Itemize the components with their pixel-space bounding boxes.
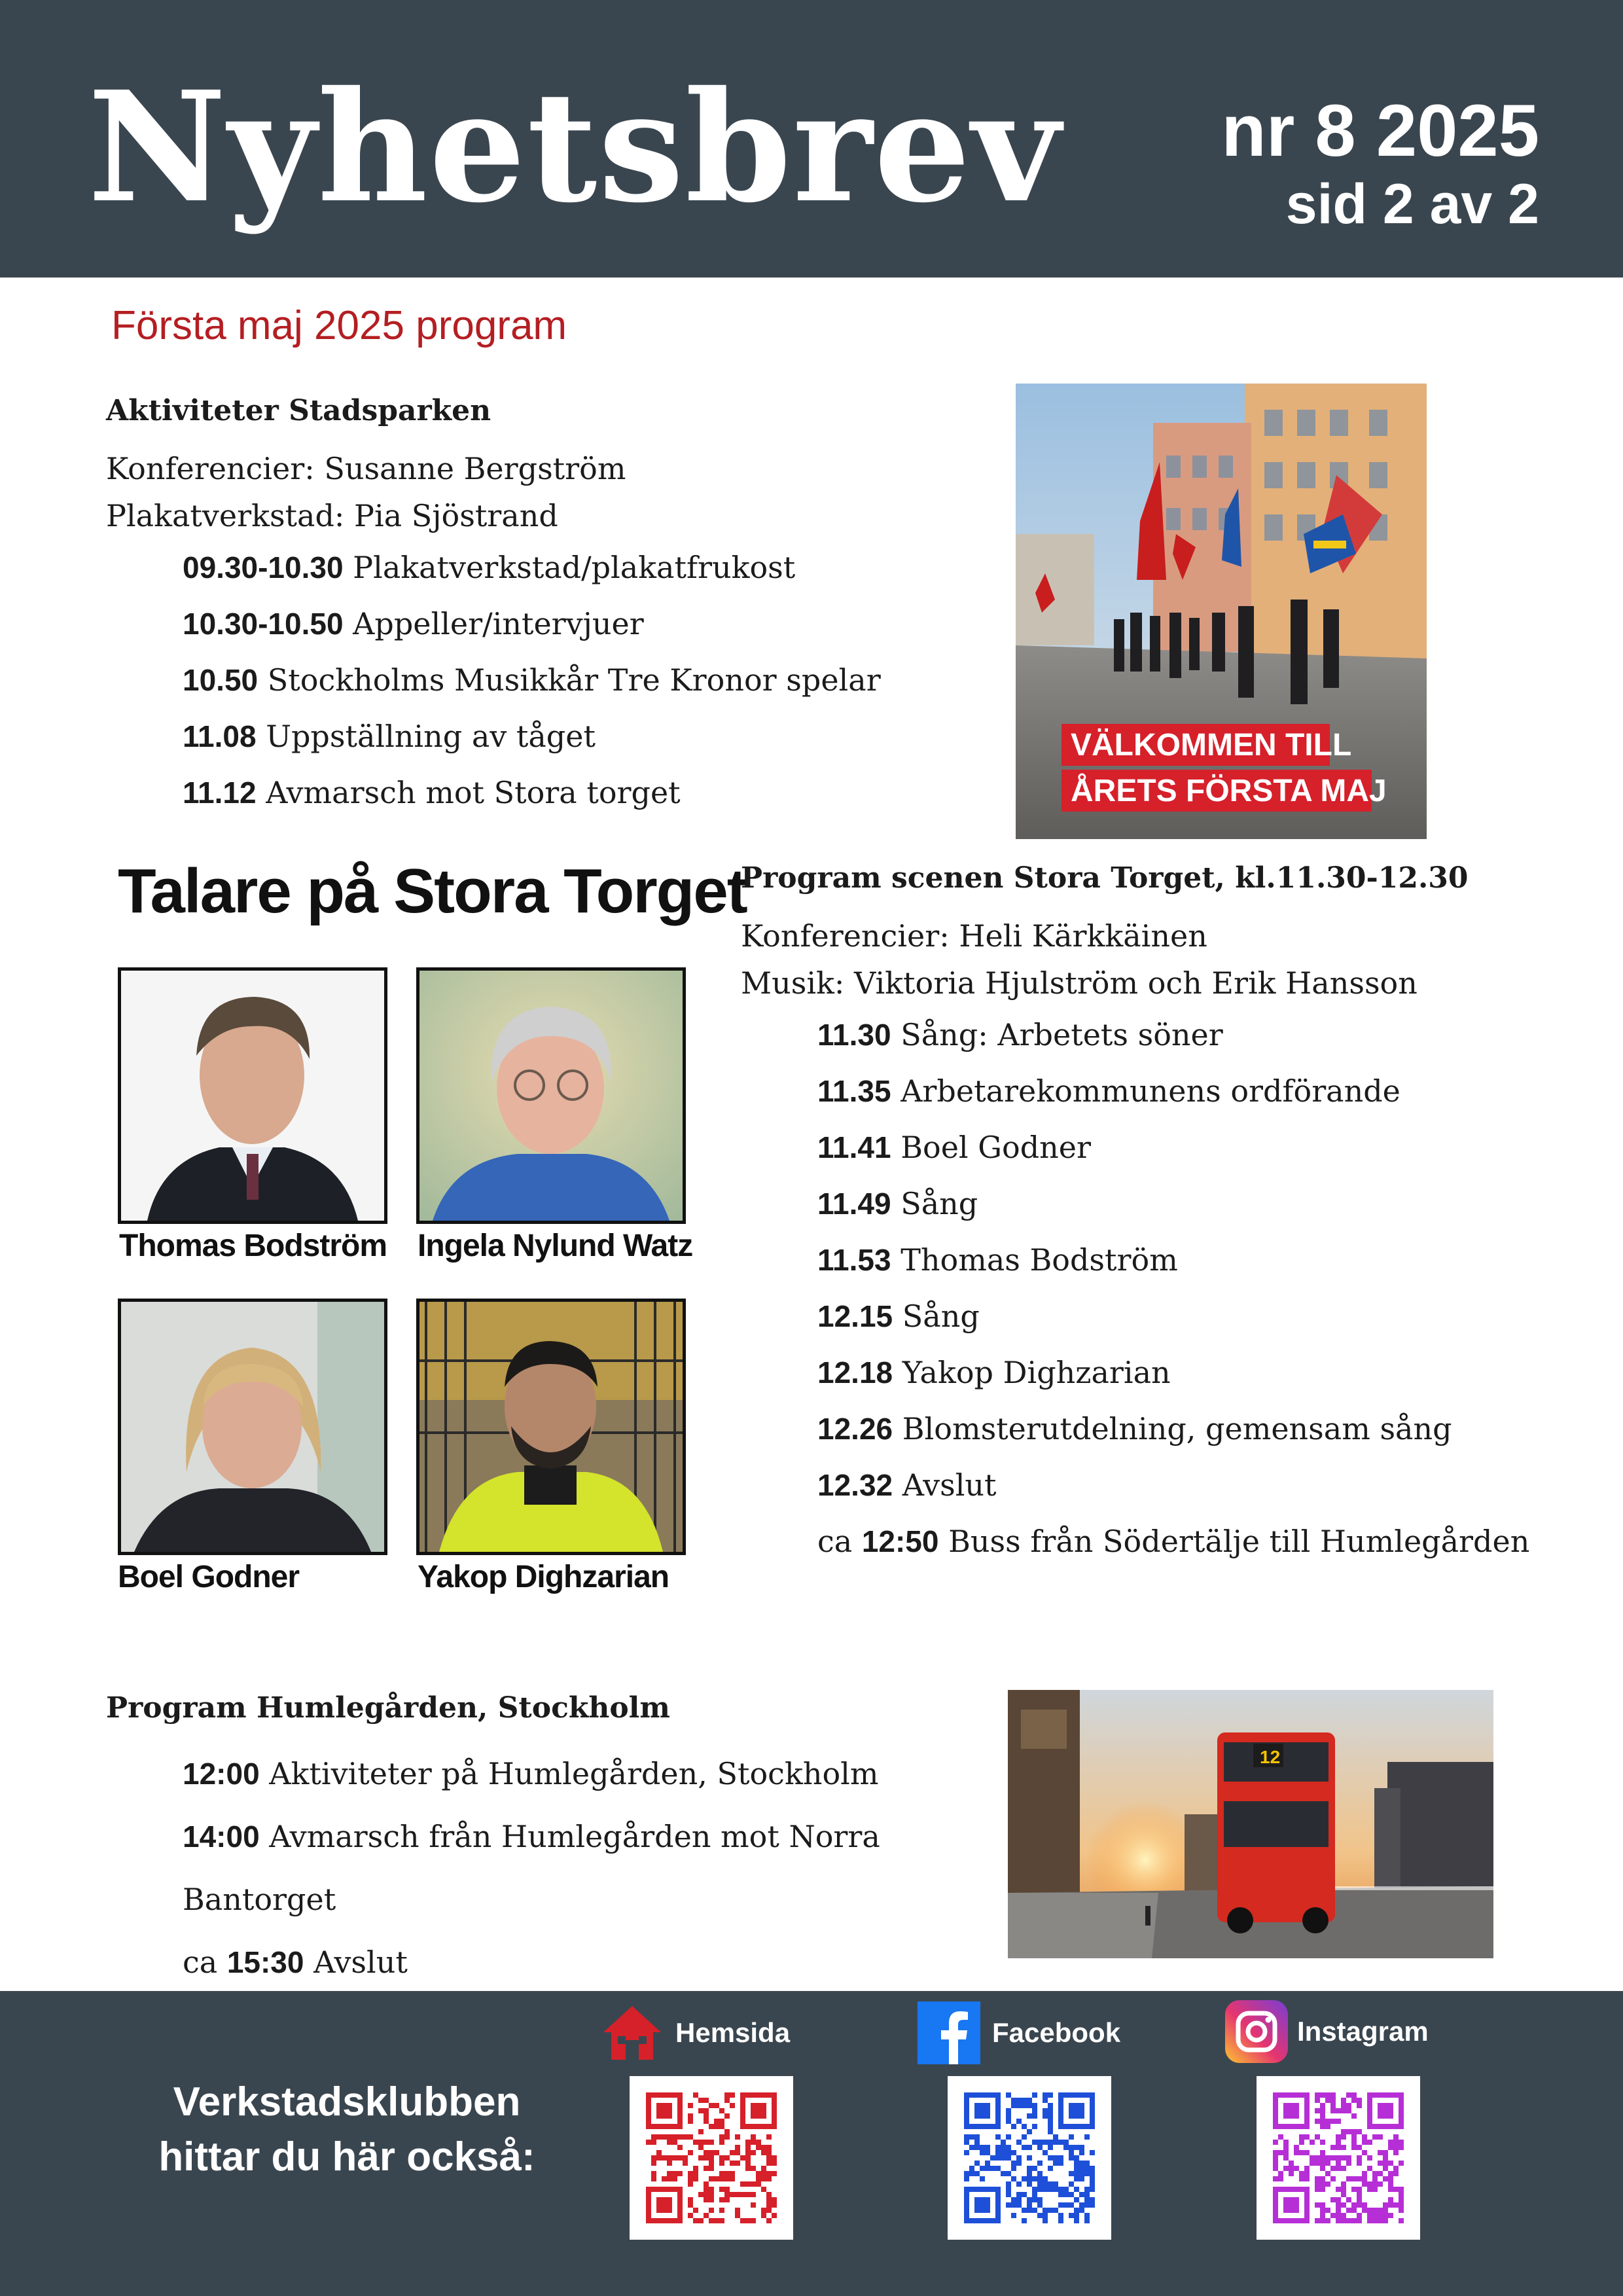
portrait-image: [121, 971, 384, 1221]
issue-info: [1221, 90, 1539, 237]
instagram-label: Instagram: [1297, 2016, 1429, 2047]
instagram-icon: [1225, 2000, 1288, 2063]
facebook-icon: [918, 2001, 980, 2064]
march-photo: [1016, 384, 1427, 839]
schedule-item: [183, 539, 983, 596]
schedule-text: Aktiviteter på Humlegården, Stockholm: [269, 1756, 879, 1791]
schedule-text: Avslut: [902, 1467, 997, 1503]
schedule-text: Plakatverkstad/plakatfrukost: [353, 550, 796, 585]
schedule-text: Sång: [902, 1299, 980, 1334]
schedule-item: [817, 1344, 1552, 1401]
schedule-item: [817, 1232, 1552, 1288]
schedule-text: Appeller/intervjuer: [353, 606, 644, 641]
schedule-text: Avmarsch mot Stora torget: [266, 775, 681, 810]
schedule-time: 11.08: [183, 719, 257, 753]
schedule-item: [183, 1805, 1022, 1931]
speaker-name: Boel Godner: [118, 1560, 300, 1594]
schedule-time: 10.30-10.50: [183, 607, 344, 641]
facebook-link[interactable]: [918, 2001, 1120, 2064]
bus-photo: [1008, 1690, 1493, 1958]
schedule-item: [817, 1288, 1552, 1344]
schedule-text: Uppställning av tåget: [266, 719, 596, 754]
speaker-photo-thomas: [118, 967, 387, 1224]
schedule-text: Sång: [901, 1186, 978, 1221]
schedule-time: 14:00: [183, 1820, 260, 1854]
speaker-name: Thomas Bodström: [119, 1229, 387, 1263]
stora-torget-music: Musik: Viktoria Hjulström och Erik Hansson: [741, 965, 1418, 1001]
humlegarden-title: Program Humlegården, Stockholm: [106, 1691, 670, 1725]
schedule-text: Sång: Arbetets söner: [901, 1017, 1223, 1052]
schedule-item: [817, 1119, 1552, 1175]
schedule-text: Buss från Södertälje till Humlegården: [948, 1524, 1530, 1559]
schedule-time: 11.53: [817, 1243, 891, 1277]
schedule-text: Arbetarekommunens ordförande: [901, 1073, 1400, 1109]
newsletter-title: Nyhetsbrev: [88, 58, 1061, 236]
humlegarden-schedule: [183, 1742, 1022, 1994]
humlegarden-section: [106, 1689, 1022, 1994]
portrait-image: [419, 1302, 683, 1552]
schedule-text: Avslut: [313, 1945, 408, 1980]
schedule-time: 12.26: [817, 1412, 893, 1446]
schedule-time: 11.41: [817, 1130, 891, 1164]
schedule-item: [183, 708, 983, 764]
poster-line2: ÅRETS FÖRSTA MAJ: [1071, 774, 1387, 808]
schedule-text: Boel Godner: [901, 1130, 1091, 1165]
schedule-item: [817, 1175, 1552, 1232]
page-number: sid 2 av 2: [1285, 173, 1539, 236]
facebook-qr-code[interactable]: [948, 2076, 1111, 2240]
schedule-item: [817, 1401, 1552, 1457]
schedule-time: 12:50: [861, 1524, 939, 1558]
schedule-time: 11.30: [817, 1018, 891, 1052]
speaker-name: Ingela Nylund Watz: [418, 1229, 693, 1263]
schedule-time: 11.35: [817, 1074, 891, 1108]
schedule-time: 12:00: [183, 1757, 260, 1791]
stora-torget-section: [741, 859, 1552, 1570]
schedule-time: 12.15: [817, 1299, 893, 1333]
portrait-image: [419, 971, 683, 1221]
stadsparken-poster-workshop: Plakatverkstad: Pia Sjöstrand: [106, 498, 558, 533]
schedule-text: Stockholms Musikkår Tre Kronor spelar: [267, 662, 881, 698]
speaker-photo-ingela: [416, 967, 686, 1224]
speakers-title: Talare på Stora Torget: [118, 856, 747, 926]
speaker-photo-yakop: [416, 1299, 686, 1555]
schedule-item: [817, 1063, 1552, 1119]
footer-text: [144, 2075, 550, 2185]
schedule-text: Blomsterutdelning, gemensam sång: [902, 1411, 1452, 1446]
may-day-poster-image: [1016, 384, 1427, 839]
qr-code-graphic: [630, 2076, 793, 2240]
qr-code-graphic: [1257, 2076, 1420, 2240]
speaker-name: Yakop Dighzarian: [418, 1560, 669, 1594]
stora-torget-title: Program scenen Stora Torget, kl.11.30-12.30: [741, 861, 1469, 895]
schedule-time: 10.50: [183, 663, 259, 697]
qr-code-graphic: [948, 2076, 1111, 2240]
schedule-item: [817, 1457, 1552, 1513]
schedule-item: [183, 1742, 1022, 1805]
portrait-image: [121, 1302, 384, 1552]
issue-number: nr 8 2025: [1221, 90, 1539, 171]
schedule-item: [183, 764, 983, 821]
schedule-text: Avmarsch från Humlegården mot Norra Bantorget: [183, 1819, 880, 1917]
facebook-label: Facebook: [992, 2017, 1121, 2048]
schedule-item: [817, 1513, 1552, 1570]
schedule-time: 12.18: [817, 1355, 893, 1390]
schedule-time: 09.30-10.30: [183, 550, 344, 584]
hemsida-label: Hemsida: [675, 2017, 791, 2048]
schedule-prefix: ca: [183, 1945, 227, 1980]
schedule-text: Thomas Bodström: [901, 1242, 1178, 1278]
schedule-time: 15:30: [226, 1945, 304, 1979]
schedule-item: [183, 1931, 1022, 1994]
program-heading: Första maj 2025 program: [111, 303, 567, 348]
footer-text-line2: hittar du här också:: [158, 2134, 535, 2179]
schedule-time: 11.12: [183, 776, 257, 810]
stadsparken-section: [106, 391, 983, 821]
stadsparken-schedule: [183, 539, 983, 821]
bus-route-number: 12: [1260, 1747, 1281, 1767]
stadsparken-title: Aktiviteter Stadsparken: [106, 394, 491, 427]
schedule-text: Yakop Dighzarian: [902, 1355, 1171, 1390]
hemsida-link[interactable]: [601, 2003, 790, 2063]
stadsparken-host: Konferencier: Susanne Bergström: [106, 451, 626, 486]
london-bus-image: [1008, 1690, 1493, 1958]
schedule-time: 11.49: [817, 1187, 891, 1221]
speaker-photo-boel: [118, 1299, 387, 1555]
schedule-time: 12.32: [817, 1468, 893, 1502]
footer-text-line1: Verkstadsklubben: [173, 2079, 521, 2125]
stora-torget-host: Konferencier: Heli Kärkkäinen: [741, 918, 1207, 954]
poster-line1: VÄLKOMMEN TILL: [1071, 728, 1352, 762]
schedule-prefix: ca: [817, 1524, 862, 1559]
instagram-link[interactable]: [1225, 2000, 1429, 2063]
instagram-qr-code[interactable]: [1257, 2076, 1420, 2240]
schedule-item: [817, 1007, 1552, 1063]
home-icon: [601, 2003, 664, 2062]
schedule-item: [183, 652, 983, 708]
hemsida-qr-code[interactable]: [630, 2076, 793, 2240]
stora-torget-schedule: [817, 1007, 1552, 1570]
schedule-item: [183, 596, 983, 652]
